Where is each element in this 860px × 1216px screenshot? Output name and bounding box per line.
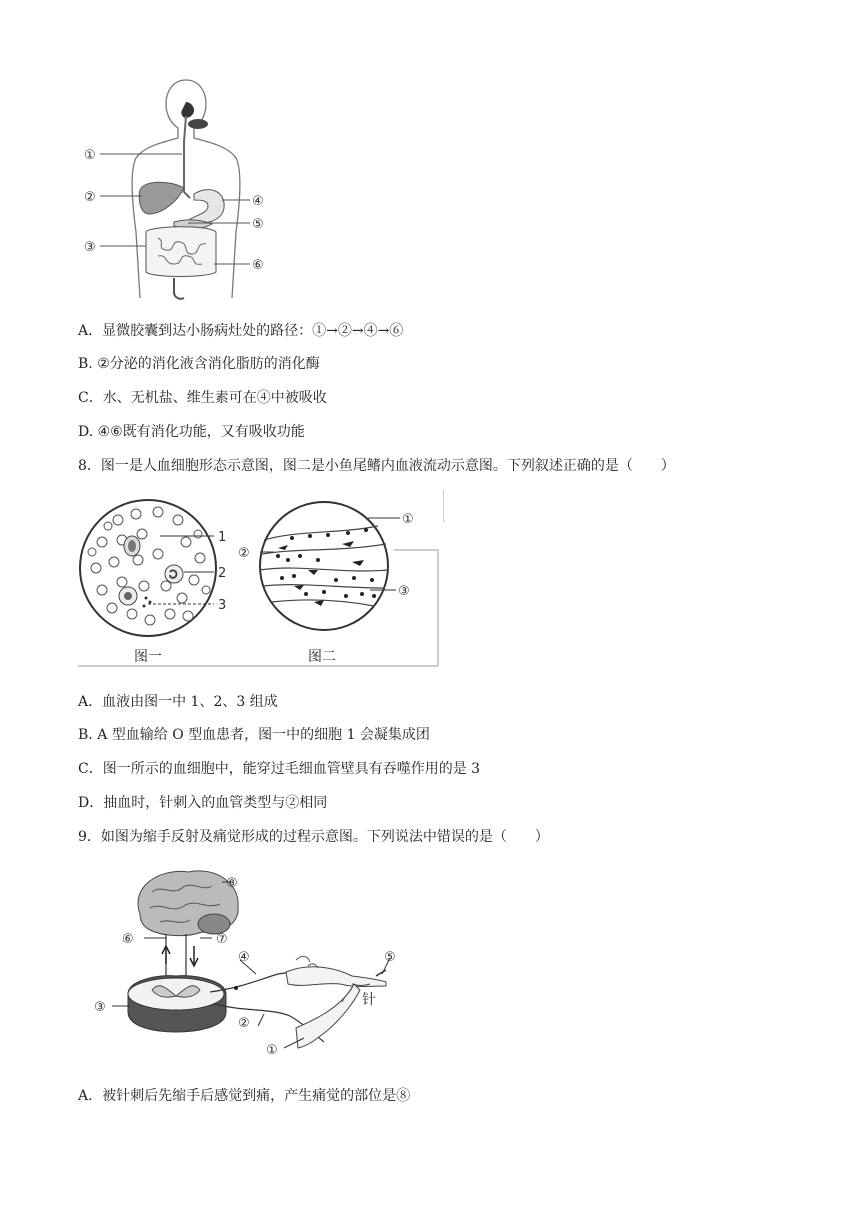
q8-stem: 8．图一是人血细胞形态示意图，图二是小鱼尾鳍内血液流动示意图。下列叙述正确的是（ ） <box>78 458 675 474</box>
fig2-label-3: ③ <box>398 584 410 599</box>
q9-option-a: A．被针刺后先缩手后感觉到痛，产生痛觉的部位是⑧ <box>78 1088 411 1104</box>
reflex-label-3: ③ <box>94 1000 106 1015</box>
digestive-label-1: ① <box>84 148 96 163</box>
q7-option-b: B. ②分泌的消化液含消化脂肪的消化酶 <box>78 356 320 372</box>
q7-option-c: C．水、无机盐、维生素可在④中被吸收 <box>78 390 327 406</box>
fig2-label-2: ② <box>238 546 250 561</box>
fig1-label-1: 1 <box>218 530 227 545</box>
fig1-caption: 图一 <box>134 649 162 665</box>
q9-stem: 9．如图为缩手反射及痛觉形成的过程示意图。下列说法中错误的是（ ） <box>78 829 549 845</box>
q8-option-c: C．图一所示的血细胞中，能穿过毛细血管壁具有吞噬作用的是 3 <box>78 761 481 777</box>
q7-option-a: A．显微胶囊到达小肠病灶处的路径：①→②→④→⑥ <box>78 323 404 339</box>
q8-option-b: B. A 型血输给 O 型血患者，图一中的细胞 1 会凝集成团 <box>78 727 430 743</box>
digestive-label-5: ⑤ <box>252 217 264 232</box>
digestive-label-2: ② <box>84 190 96 205</box>
fig2-label-1: ① <box>402 512 414 527</box>
fig1-label-3: 3 <box>218 598 227 613</box>
q8-option-d: D．抽血时，针刺入的血管类型与②相同 <box>78 795 328 811</box>
reflex-label-4: ④ <box>238 950 250 965</box>
digestive-system-figure <box>78 72 288 304</box>
needle-label: 针 <box>362 992 376 1008</box>
fig2-caption: 图二 <box>308 649 336 665</box>
reflex-label-5: ⑤ <box>384 950 396 965</box>
reflex-label-8: ⑧ <box>226 876 238 891</box>
reflex-arc-figure <box>90 862 410 1070</box>
digestive-label-3: ③ <box>84 240 96 255</box>
q7-option-d: D. ④⑥既有消化功能，又有吸收功能 <box>78 424 305 440</box>
digestive-label-4: ④ <box>252 194 264 209</box>
q8-option-a: A．血液由图一中 1、2、3 组成 <box>78 694 278 710</box>
reflex-label-1: ① <box>266 1043 278 1058</box>
digestive-label-6: ⑥ <box>252 258 264 273</box>
reflex-label-6: ⑥ <box>122 932 134 947</box>
blood-cells-figure <box>78 490 444 670</box>
fig1-label-2: 2 <box>218 566 227 581</box>
reflex-label-7: ⑦ <box>216 932 228 947</box>
reflex-label-2: ② <box>238 1016 250 1031</box>
